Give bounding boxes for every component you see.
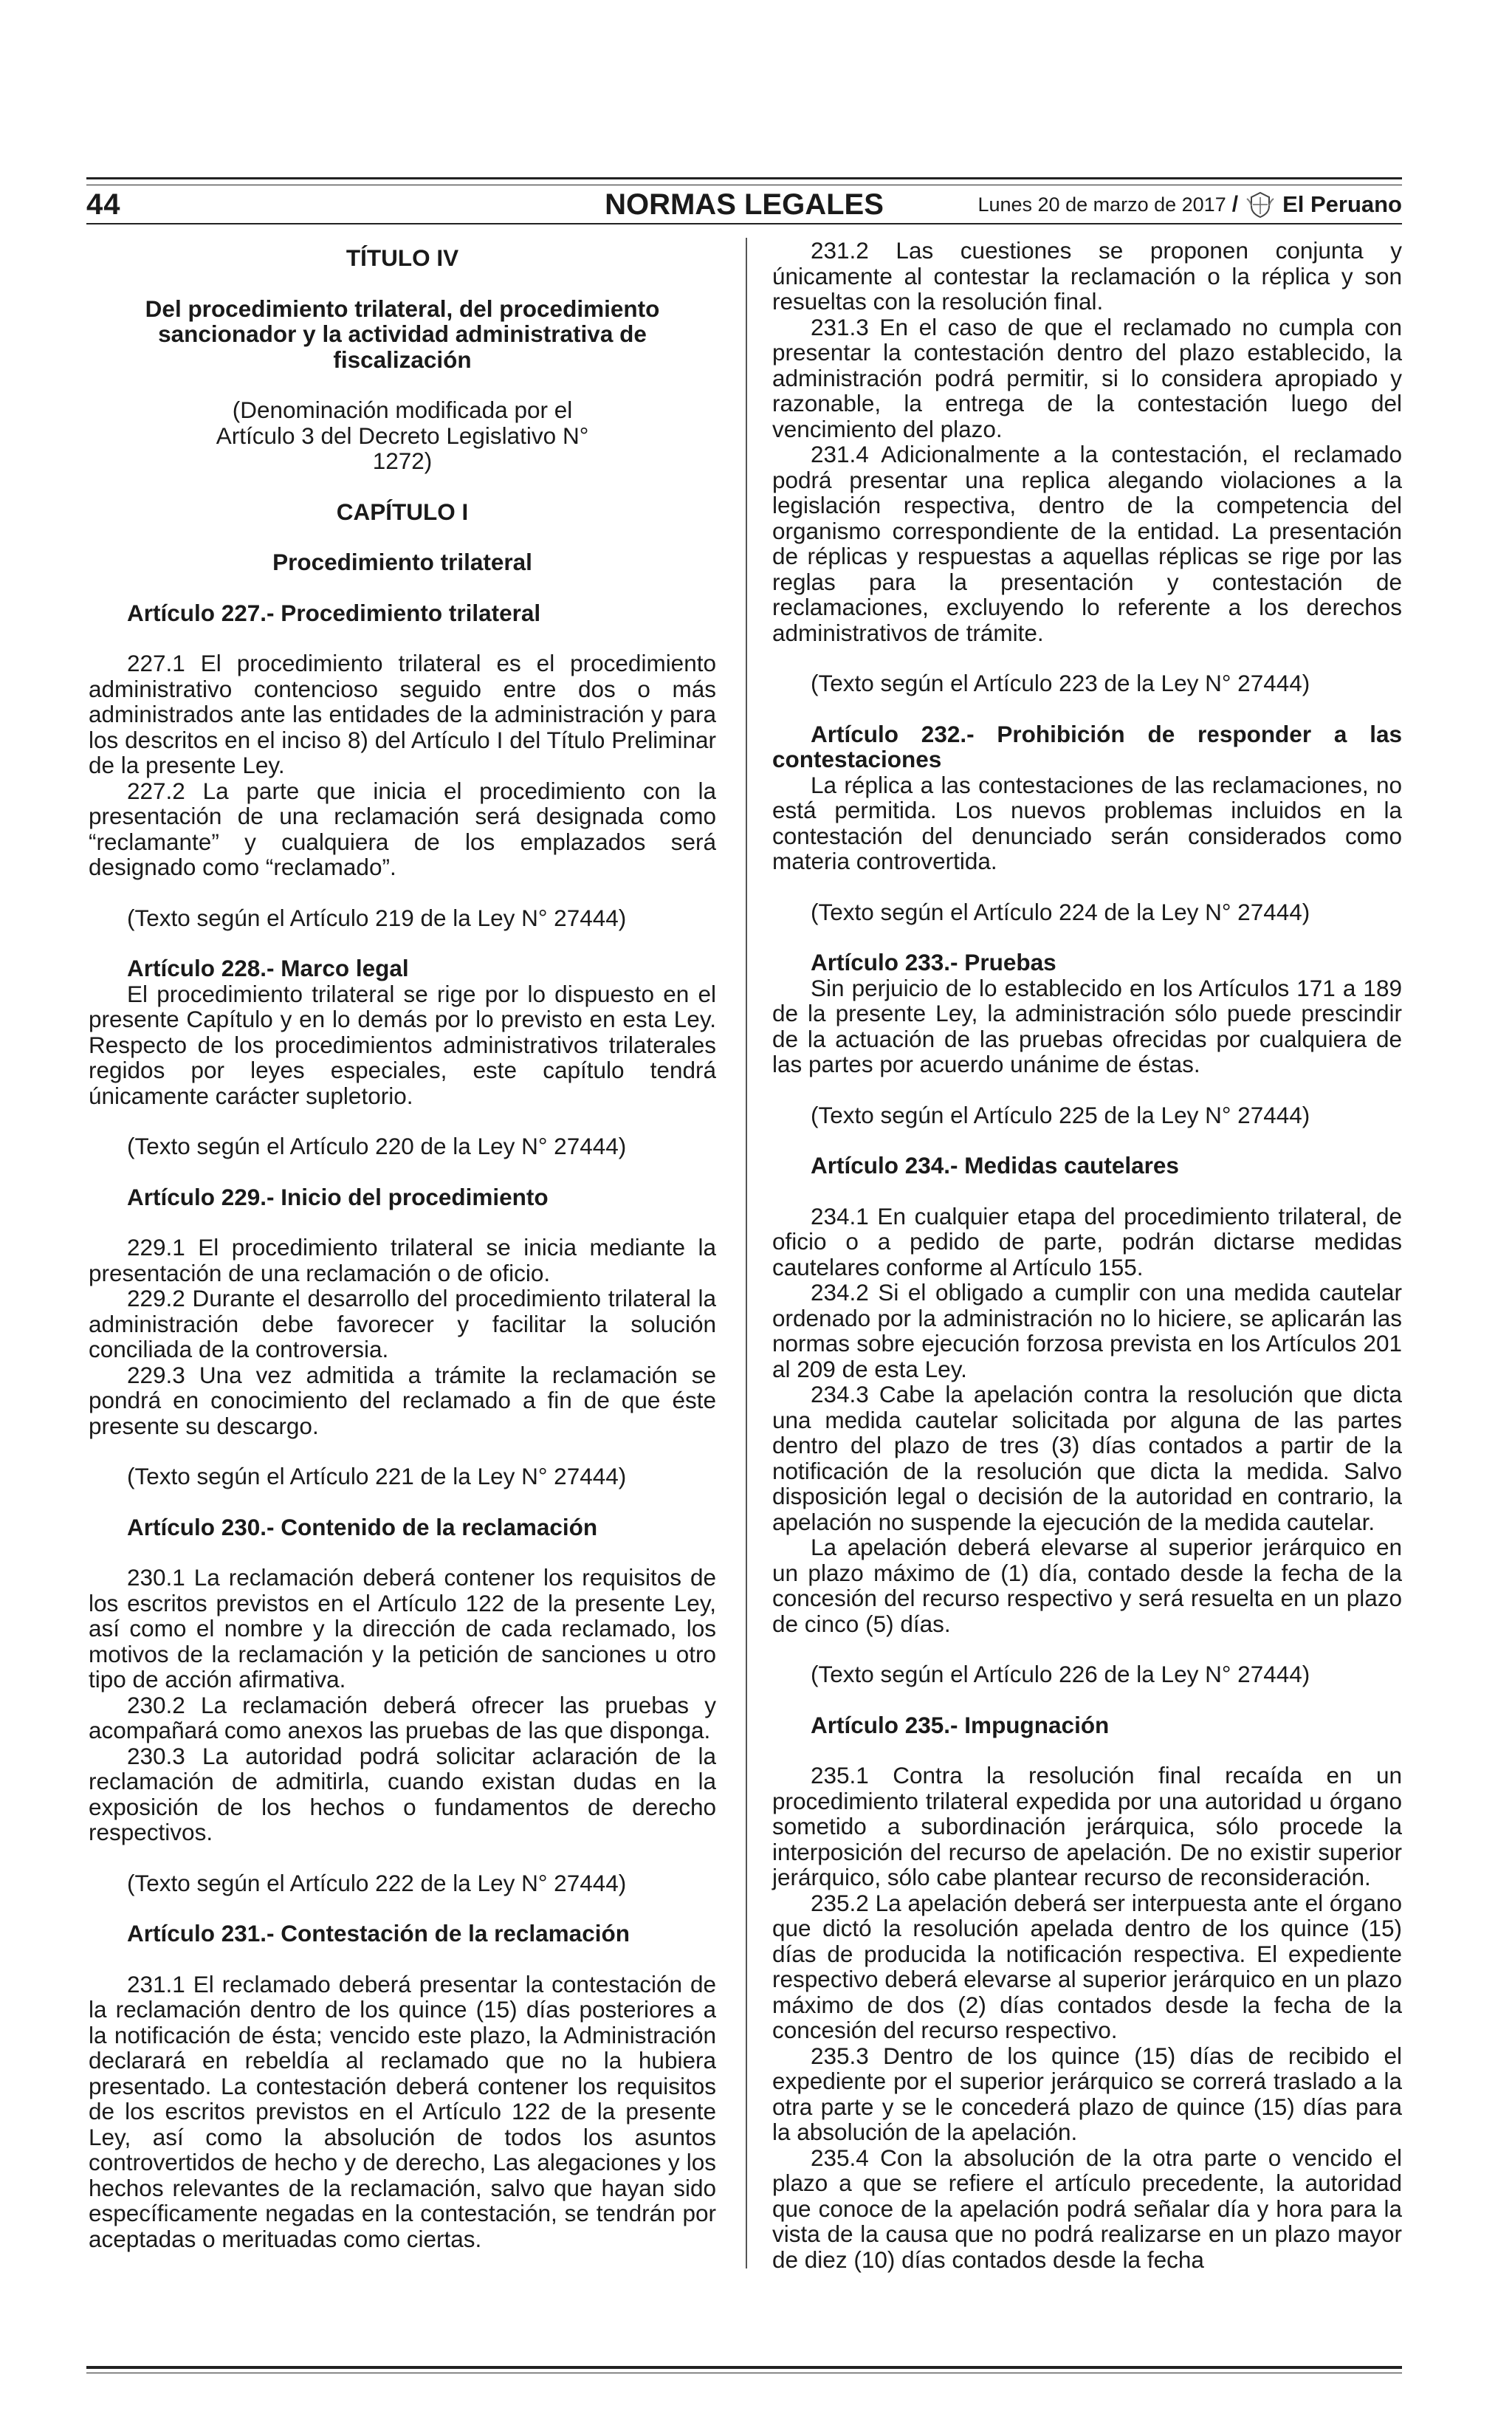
paragraph-230-1: 230.1 La reclamación deberá contener los requisitos de los escritos previstos en el Artículo 122 de la presente Ley, así como el nombre y la dirección de cada reclamado, los motivos de la reclamación y la petición de sanciones u otro tipo de acción afirmativa. bbox=[89, 1564, 716, 1692]
paragraph-230-2: 230.2 La reclamación deberá ofrecer las pruebas y acompañará como anexos las pruebas de las que disponga. bbox=[89, 1691, 716, 1743]
note-227: (Texto según el Artículo 219 de la Ley N° 27444) bbox=[127, 904, 627, 931]
paragraph-231-3: 231.3 En el caso de que el reclamado no cumpla con presentar la contestación dentro del plazo establecido, la administración podrá permitir, si lo considera apropiado y razonable, la entrega de la contestación luego del vencimiento del plazo. bbox=[772, 313, 1402, 442]
paragraph-232: La réplica a las contestaciones de las reclamaciones, no está permitida. Los nuevos problemas incluidos en la contestación del denunciado serán considerados como materia controvertida. bbox=[772, 771, 1402, 874]
article-227-title: Artículo 227.- Procedimiento trilateral bbox=[127, 599, 541, 626]
paragraph-229-2: 229.2 Durante el desarrollo del procedimiento trilateral la administración debe favorecer y facilitar la solución conciliada de la controversia. bbox=[89, 1285, 716, 1362]
chapter-heading: CAPÍTULO I bbox=[336, 498, 469, 525]
footer-rule bbox=[86, 2366, 1402, 2369]
paragraph-233: Sin perjuicio de lo establecido en los Artículos 171 a 189 de la presente Ley, la administración sólo puede prescindir de la actuación de las pruebas ofrecidas por cualquiera de las partes por acuerdo unánime de éstas. bbox=[772, 974, 1402, 1077]
paragraph-235-2: 235.2 La apelación deberá ser interpuesta ante el órgano que dictó la resolución apelada dentro de los quince (15) días de producida la notificación respectiva. El expediente respectivo deberá elevarse al superior jerárquico en un plazo máximo de dos (2) días contados desde la fecha de la concesión del recurso respectivo. bbox=[772, 1889, 1402, 2043]
note-231: (Texto según el Artículo 223 de la Ley N° 27444) bbox=[811, 670, 1310, 696]
article-230-title: Artículo 230.- Contenido de la reclamación bbox=[127, 1513, 598, 1540]
note-228: (Texto según el Artículo 220 de la Ley N° 27444) bbox=[127, 1133, 627, 1159]
paragraph-235-4: 235.4 Con la absolución de la otra parte o vencido el plazo a que se refiere el artículo precedente, la autoridad que conoce de la apelación podrá señalar día y hora para la vista de la causa que no podrá realizarse en un plazo mayor de diez (10) días contados desde la fecha bbox=[772, 2144, 1402, 2273]
paragraph-234-1: 234.1 En cualquier etapa del procedimiento trilateral, de oficio o a pedido de parte, podrán dictarse medidas cautelares conforme al Artículo 155. bbox=[772, 1202, 1402, 1280]
header-right bbox=[977, 188, 1402, 222]
paragraph-231-1: 231.1 El reclamado deberá presentar la contestación de la reclamación dentro de los quince (15) días posteriores a la notificación de ésta; vencido este plazo, la Administración declarará en rebeldía al reclamado que no la hubiera presentado. La contestación deberá contener los requisitos de los escritos previstos en el Artículo 122 de la presente Ley, así como la absolución de todos los asuntos controvertidos de hecho y de derecho, Las alegaciones y los hechos relevantes de la reclamación, salvo que hayan sido específicamente negadas en la contestación, se tendrán por aceptadas o merituadas como ciertas. bbox=[89, 1970, 716, 2252]
newspaper-name: El Peruano bbox=[1282, 191, 1402, 217]
paragraph-235-3: 235.3 Dentro de los quince (15) días de recibido el expediente por el superior jerárquico se correrá traslado a la otra parte y se le concederá plazo de quince (15) días para la absolución de la apelación. bbox=[772, 2042, 1402, 2145]
paragraph-234-3: 234.3 Cabe la apelación contra la resolución que dicta una medida cautelar solicitada por alguna de las partes dentro del plazo de tres (3) días contados a partir de la notificación de la resolución que dicta la medida. Salvo disposición legal o decisión de la autoridad en contrario, la apelación no suspende la ejecución de la medida cautelar. bbox=[772, 1381, 1402, 1535]
paragraph-227-2: 227.2 La parte que inicia el procedimiento con la presentación de una reclamación será designada como “reclamante” y cualquiera de los emplazados será designado como “reclamado”. bbox=[89, 777, 716, 880]
issue-date: Lunes 20 de marzo de 2017 bbox=[977, 193, 1226, 216]
paragraph-235-1: 235.1 Contra la resolución final recaída en un procedimiento trilateral expedida por una autoridad u órgano sometido a subordinación jerárquica, sólo procede la interposición del recurso de apelación. De no existir superior jerárquico, sólo cabe plantear recurso de reconsideración. bbox=[772, 1762, 1402, 1890]
section-title: NORMAS LEGALES bbox=[605, 188, 884, 221]
paragraph-231-4: 231.4 Adicionalmente a la contestación, el reclamado podrá presentar una replica alegando violaciones a la legislación respectiva, dentro de la competencia del organismo correspondiente de la entidad. La presentación de réplicas y respuestas a aquellas réplicas se rige por las reglas para la presentación y contestación de reclamaciones, excluyendo lo referente a los derechos administrativos de trámite. bbox=[772, 441, 1402, 646]
column-divider bbox=[746, 238, 747, 2268]
title-heading: TÍTULO IV bbox=[346, 244, 459, 271]
paragraph-234-2: 234.2 Si el obligado a cumplir con una medida cautelar ordenado por la administración no lo hiciere, se aplicarán las normas sobre ejecución forzosa prevista en los Artículos 201 al 209 de esta Ley. bbox=[772, 1279, 1402, 1382]
article-233-title: Artículo 233.- Pruebas bbox=[811, 949, 1056, 975]
paragraph-228: El procedimiento trilateral se rige por lo dispuesto en el presente Capítulo y en lo demás por lo previsto en esta Ley. Respecto de los procedimientos administrativos trilaterales regidos por leyes especiales, este capítulo tendrá únicamente carácter supletorio. bbox=[89, 980, 716, 1109]
note-230: (Texto según el Artículo 222 de la Ley N° 27444) bbox=[127, 1869, 627, 1896]
paragraph-229-1: 229.1 El procedimiento trilateral se inicia mediante la presentación de una reclamación o de oficio. bbox=[89, 1234, 716, 1286]
note-233: (Texto según el Artículo 225 de la Ley N° 27444) bbox=[811, 1101, 1310, 1128]
paragraph-229-3: 229.3 Una vez admitida a trámite la reclamación se pondrá en conocimiento del reclamado a fin de que éste presente su descargo. bbox=[89, 1361, 716, 1439]
paragraph-227-1: 227.1 El procedimiento trilateral es el procedimiento administrativo contencioso seguido entre dos o más administrados ante las entidades de la administración y para los descritos en el inciso 8) del Artículo I del Título Preliminar de la presente Ley. bbox=[89, 650, 716, 778]
page-number: 44 bbox=[86, 188, 121, 221]
article-229-title: Artículo 229.- Inicio del procedimiento bbox=[127, 1183, 549, 1210]
note-234: (Texto según el Artículo 226 de la Ley N° 27444) bbox=[811, 1661, 1310, 1687]
article-228-title: Artículo 228.- Marco legal bbox=[127, 955, 409, 981]
article-235-title: Artículo 235.- Impugnación bbox=[811, 1711, 1110, 1738]
paragraph-230-3: 230.3 La autoridad podrá solicitar aclaración de la reclamación de admitirla, cuando existan dudas en la exposición de los hechos o fundamentos de derecho respectivos. bbox=[89, 1742, 716, 1845]
note-229: (Texto según el Artículo 221 de la Ley N° 27444) bbox=[127, 1463, 627, 1489]
article-231-title: Artículo 231.- Contestación de la reclamación bbox=[127, 1920, 630, 1947]
note-232: (Texto según el Artículo 224 de la Ley N° 27444) bbox=[811, 898, 1310, 925]
header-bottom-rule bbox=[86, 223, 1402, 224]
paragraph-234-4: La apelación deberá elevarse al superior jerárquico en un plazo máximo de (1) día, contado desde la fecha de la concesión del recurso respectivo y será resuelta en un plazo de cinco (5) días. bbox=[772, 1534, 1402, 1637]
coat-of-arms-icon bbox=[1244, 190, 1276, 219]
article-234-title: Artículo 234.- Medidas cautelares bbox=[811, 1152, 1179, 1179]
title-note: (Denominación modificada por el Artículo 3 del Decreto Legislativo N° 1272) bbox=[216, 397, 589, 474]
header-separator: / bbox=[1231, 192, 1239, 216]
page-header bbox=[86, 188, 1402, 222]
right-column bbox=[772, 238, 1402, 2272]
paragraph-231-2: 231.2 Las cuestiones se proponen conjunta y únicamente al contestar la reclamación o la réplica y son resueltas con la resolución final. bbox=[772, 237, 1402, 315]
chapter-name: Procedimiento trilateral bbox=[272, 549, 532, 575]
title-name: Del procedimiento trilateral, del procedimiento sancionador y la actividad administrativa de fiscalización bbox=[145, 295, 660, 373]
header-top-rule bbox=[86, 177, 1402, 179]
left-column bbox=[89, 238, 716, 2251]
article-232-title: Artículo 232.- Prohibición de responder a las contestaciones bbox=[772, 720, 1402, 772]
